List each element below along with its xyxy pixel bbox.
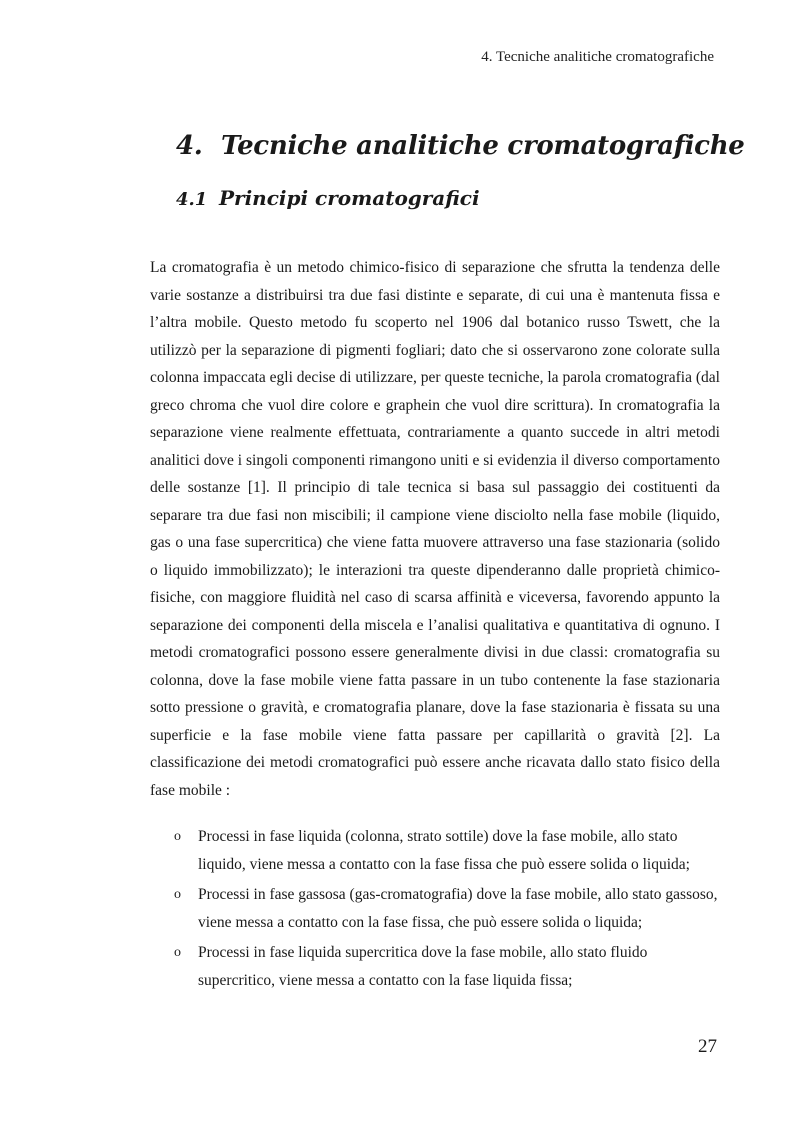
- chapter-title: [176, 131, 745, 161]
- list-item: [150, 881, 720, 936]
- page-number: 27: [698, 1036, 717, 1057]
- section-number: 4.1: [176, 189, 208, 210]
- section-title-text: Principi cromatografici: [219, 186, 480, 210]
- list-item: [150, 939, 720, 994]
- bullet-marker: o: [174, 887, 181, 902]
- chapter-title-text: Tecniche analitiche cromatografiche: [221, 131, 745, 161]
- bullet-marker: o: [174, 829, 181, 844]
- bullet-list: [150, 823, 720, 997]
- list-item-text: Processi in fase liquida supercritica dove la fase mobile, allo stato fluido supercritico, viene messa a contatto con la fase liquida fissa;: [198, 944, 648, 989]
- list-item-text: Processi in fase gassosa (gas-cromatografia) dove la fase mobile, allo stato gassoso, viene messa a contatto con la fase fissa, che può essere solida o liquida;: [198, 886, 718, 931]
- section-title: [176, 186, 480, 210]
- list-item-text: Processi in fase liquida (colonna, strato sottile) dove la fase mobile, allo stato liquido, viene messa a contatto con la fase fissa che può essere solida o liquida;: [198, 828, 690, 873]
- body-paragraph: La cromatografia è un metodo chimico-fisico di separazione che sfrutta la tendenza delle varie sostanze a distribuirsi tra due fasi distinte e separate, di cui una è mantenuta fissa e l’altra mobile. Questo metodo fu scoperto nel 1906 dal botanico russo Tswett, che la utilizzò per la separazione di pigmenti fogliari; dato che si osservarono zone colorate sulla colonna impaccata egli decise di utilizzare, per queste tecniche, la parola cromatografia (dal greco chroma che vuol dire colore e graphein che vuol dire scrittura). In cromatografia la separazione viene realmente effettuata, contrariamente a quanto succede in altri metodi analitici dove i singoli componenti rimangono uniti e si evidenzia il diverso comportamento delle sostanze [1]. Il principio di tale tecnica si basa sul passaggio dei costituenti da separare tra due fasi non miscibili; il campione viene disciolto nella fase mobile (liquido, gas o una fase supercritica) che viene fatta muovere attraverso una fase stazionaria (solido o liquido immobilizzato); le interazioni tra queste dipenderanno dalle proprietà chimico-fisiche, con maggiore fluidità nel caso di scarsa affinità e viceversa, favorendo appunto la separazione dei componenti della miscela e l’analisi qualitativa e quantitativa di ognuno. I metodi cromatografici possono essere generalmente divisi in due classi: cromatografia su colonna, dove la fase mobile viene fatta passare in un tubo contenente la fase stazionaria sotto pressione o gravità, e cromatografia planare, dove la fase stazionaria è fissata su una superficie e la fase mobile viene fatta passare per capillarità o gravità [2]. La classificazione dei metodi cromatografici può essere anche ricavata dallo stato fisico della fase mobile :: [150, 259, 720, 799]
- list-item: [150, 823, 720, 878]
- bullet-marker: o: [174, 945, 181, 960]
- running-header: 4. Tecniche analitiche cromatografiche: [481, 49, 714, 65]
- chapter-number: 4.: [176, 131, 203, 161]
